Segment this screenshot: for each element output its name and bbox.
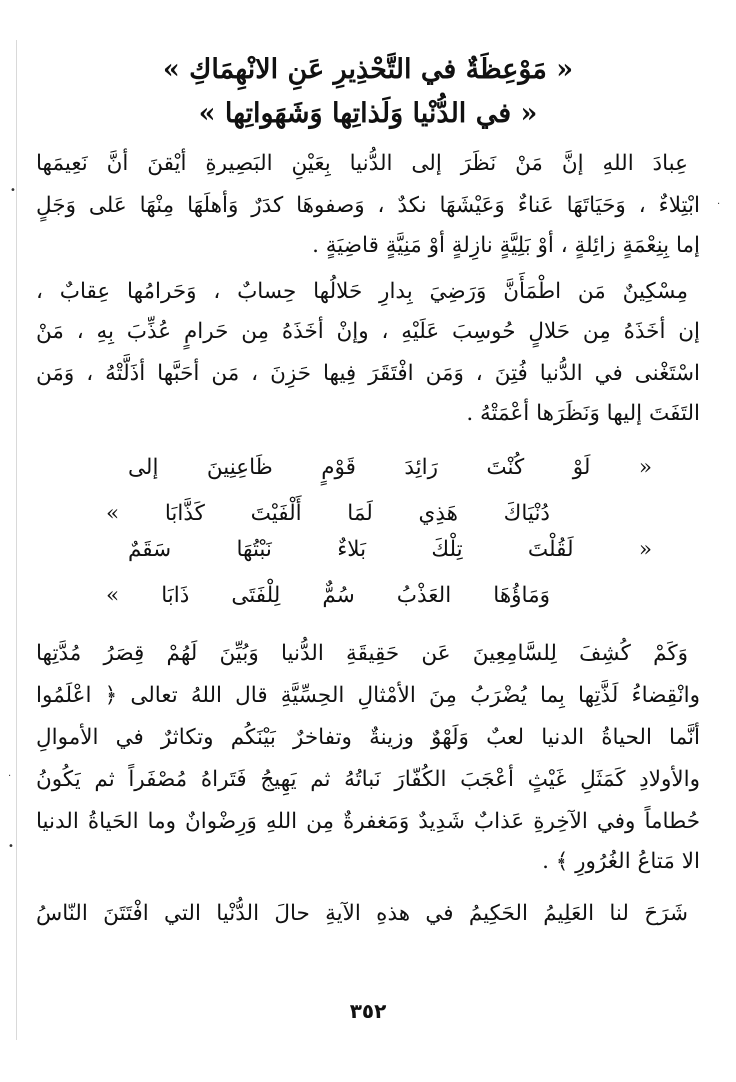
paragraph-2-line-3: اسْتَغْنى في الدُّنيا فُتِنَ ، وَمَن افْتَقَرَ فِيها حَزِنَ ، مَن أحَبَّها أذَلَّتْهُ ، وَمَن xyxy=(36,361,700,386)
paragraph-3-line-3: أنَّما الحياةُ الدنيا لعبٌ وَلَهْوٌ وزينةٌ وتفاخرٌ بَيْنَكُم وتكاثرٌ في الأموالِ xyxy=(36,725,700,750)
paragraph-2-line-2: إن أخَذَهُ مِن حَلالٍ حُوسِبَ عَلَيْهِ ، وإنْ أخَذَهُ مِن حَرامٍ عُذِّبَ بِهِ ، مَنْ xyxy=(36,319,700,344)
poem-verse-1: « لَوْ كُنْتَ رَائِدَ قَوْمٍ ظَاعِنِينَ إلى xyxy=(128,455,652,480)
paragraph-1-line-2: ابْتِلاءٌ ، وَحَيَاتَهَا عَناءٌ وَعَيْشَهَا نكدٌ ، وَصفوهَا كدَرٌ وَأهلَهَا مِنْهَا عَلى وَجَلٍ xyxy=(36,193,700,218)
poem-verse-2: دُنْيَاكَ هَذِي لَمَا أَلْفَيْتَ كَذَّابَا » xyxy=(106,501,550,526)
paragraph-3-line-6: الا مَتاعُ الغُرُورِ ﴾ . xyxy=(542,849,700,874)
scan-speck: • xyxy=(10,185,16,196)
paragraph-2-line-1: مِسْكِينٌ مَن اطْمَأَنَّ وَرَضِيَ بِدارِ حَلالُها حِسابٌ ، وَحَرامُها عِقابٌ ، xyxy=(36,279,688,304)
paragraph-1-line-1: عِبادَ اللهِ إنَّ مَنْ نَظَرَ إلى الدُّنيا بِعَيْنِ البَصِيرةِ أيْقنَ أنَّ نَعِيمَها xyxy=(36,151,688,176)
paragraph-1-line-3: إما بِنِعْمَةٍ زائِلةٍ ، أوْ بَلِيَّةٍ نازِلةٍ أوْ مَنِيَّةٍ قاضِيَةٍ . xyxy=(312,233,700,258)
poem-verse-4: وَمَاؤُهَا العَذْبُ سُمٌّ لِلْفَتَى ذَابَا » xyxy=(106,583,550,608)
scan-speck: · xyxy=(8,771,12,782)
scan-speck: · xyxy=(717,199,721,210)
section-title-line-1: « مَوْعِظَةٌ في التَّحْذِيرِ عَنِ الانْهِمَاكِ » xyxy=(162,54,574,85)
paragraph-2-line-4: التَفَتَ إليها وَنَظَرَها أعْمَتْهُ . xyxy=(466,401,700,426)
paragraph-3-line-1: وَكَمْ كُشِفَ لِلسَّامِعِينَ عَن حَقِيقَةِ الدُّنيا وَبُيِّنَ لَهُمْ قِصَرُ مُدَّتِها xyxy=(36,641,688,666)
paragraph-3-line-4: والأولادِ كَمَثَلِ غَيْثٍ أعْجَبَ الكُفّارَ نَباتُهُ ثم يَهِيجُ فَتَراهُ مُصْفَراً ثم يَكُونُ xyxy=(36,767,700,792)
section-title-line-2: « في الدُّنْيا وَلَذاتِها وَشَهَواتِها » xyxy=(198,98,538,129)
paragraph-3-line-5: حُطاماً وفي الآخِرةِ عَذابٌ شَدِيدٌ وَمَغفرةٌ مِن اللهِ وَرِضْوانٌ وما الحَياةُ الدنيا xyxy=(36,809,700,834)
paragraph-4-line-1: شَرَحَ لنا العَلِيمُ الحَكِيمُ في هذهِ الآيةِ حالَ الدُّنْيا التي افْتَتَنَ النّاسُ xyxy=(36,901,688,926)
poem-verse-3: « لَقُلْتَ تِلْكَ بَلاءٌ نَبْتُهَا سَقَمٌ xyxy=(128,537,652,562)
paragraph-3-line-2: وانْقِضاءُ لَذَّتِها بِما يُضْرَبُ مِنَ الأمْثالِ الحِسِّيَّةِ قال اللهُ تعالى ﴿ اعْلَمُوا xyxy=(36,683,700,708)
page-number: ٣٥٢ xyxy=(349,999,387,1023)
scan-speck: • xyxy=(8,841,14,852)
margin-rule xyxy=(16,40,17,1040)
